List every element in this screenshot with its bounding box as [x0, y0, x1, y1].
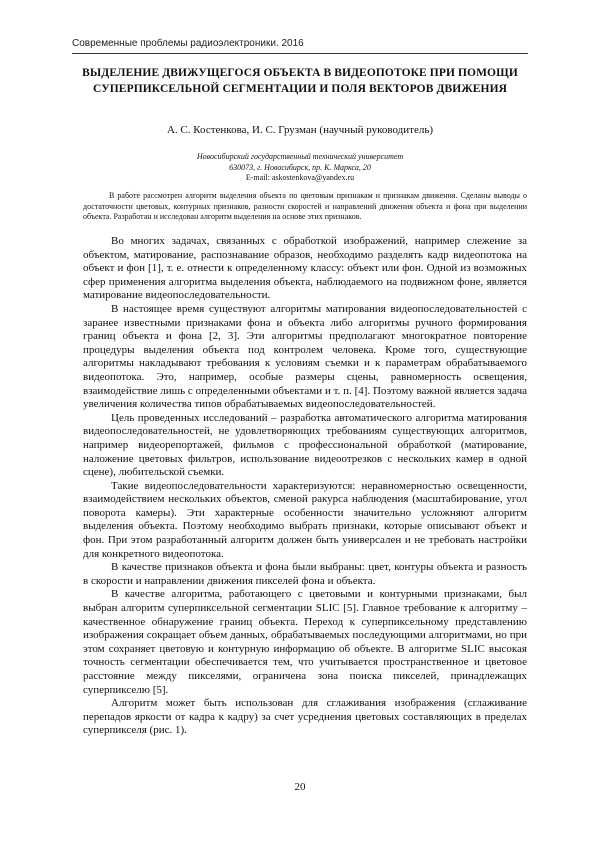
page-number: 20 — [294, 781, 306, 793]
paper-title — [72, 65, 528, 97]
affiliation — [72, 152, 528, 184]
affiliation-address: 630073, г. Новосибирск, пр. К. Маркса, 20 — [229, 162, 371, 172]
running-head: Современные проблемы радиоэлектроники. 2016 — [72, 38, 304, 49]
title-line: ВЫДЕЛЕНИЕ ДВИЖУЩЕГОСЯ ОБЪЕКТА В ВИДЕОПОТОКЕ ПРИ ПОМОЩИ — [82, 67, 518, 79]
affiliation-university: Новосибирский государственный технический университет — [196, 152, 404, 161]
paragraph: Во многих задачах, связанных с обработкой изображений, например слежение за объектом, матирование, распознавание образов, необходимо разделять кадр видеопотока на объект и фон [1], т. е. отнести к определенному классу: объект или фон. Одной из возможных сфер применения алгоритма выделения объекта, наблюдаемого на подвижном фоне, является матирование видеопоследовательности. — [83, 235, 527, 302]
title-line: СУПЕРПИКСЕЛЬНОЙ СЕГМЕНТАЦИИ И ПОЛЯ ВЕКТОРОВ ДВИЖЕНИЯ — [92, 83, 508, 95]
header-divider — [72, 53, 528, 54]
paragraph: Цель проведенных исследований – разработка автоматического алгоритма матирования видеопоследовательностей, не удовлетворяющих требованиям существующих алгоритмов, например видеорепортажей, фильмов с профессиональной обработкой (матирование, наложение цветовых фильтров, использование видеоотрезков с нескольких камер в одной сцене), любительской съемки. — [83, 411, 527, 479]
paragraph: В настоящее время существуют алгоритмы матирования видеопоследовательностей с заранее известными признаками фона и объекта либо алгоритмы ручного формирования границ объекта и фона [2, 3]. Эти алгоритмы предполагают многократное повторение процедуры выделения объекта под контролем человека. Кроме того, существующие алгоритмы накладывают требования к условиям съемки и к параметрам обрабатываемого видеопотока. Это, например, особые размеры сцены, равномерность освещения, взаимодействие лишь с определенными объектами и т. п. [4]. Поэтому важной является задача увеличения количества типов обрабатываемых видеопоследовательностей. — [83, 302, 527, 411]
body-text — [83, 235, 527, 738]
paragraph: Такие видеопоследовательности характеризуются: неравномерностью освещенности, взаимодействием нескольких объектов, сменой ракурса наблюдения (масштабирование, угол поворота камеры). Эти характерные особенности значительно усложняют алгоритм выделения объекта. Поэтому необходимо выбрать признаки, которые описывают объект и фон. При этом разработанный алгоритм должен быть универсален и не требовать настройки для конкретного видеопотока. — [83, 479, 527, 560]
affiliation-email: E-mail: askostenkova@yandex.ru — [245, 173, 355, 182]
paragraph: В качестве признаков объекта и фона были выбраны: цвет, контуры объекта и разность в скорости и направлении движения пикселей фона и объекта. — [83, 561, 527, 587]
paragraph: Алгоритм может быть использован для сглаживания изображения (сглаживание перепадов яркости от кадра к кадру) за счет усреднения цветовых составляющих в пределах суперпикселя (рис. 1). — [83, 697, 527, 737]
paragraph: В качестве алгоритма, работающего с цветовыми и контурными признаками, был выбран алгоритм суперпиксельной сегментации SLIC [5]. Главное требование к алгоритму – качественное обнаружение границ объекта. Переход к суперпиксельному представлению изображения сокращает объем данных, обрабатываемых последующими алгоритмами, но при этом сохраняет цветовую и контурную информацию об объекте. В алгоритме SLIC высокая точность сегментации обеспечивается тем, что учитывается пространственное и цветовое расстояние между пикселями, ограничена зона поиска пикселей, принадлежащих суперпикселю [5]. — [83, 588, 527, 696]
authors: А. С. Костенкова, И. С. Грузман (научный руководитель) — [166, 124, 434, 136]
abstract: В работе рассмотрен алгоритм выделения объекта по цветовым признакам и признакам движения. Сделаны выводы о достаточности цветовых, контурных признаков, разности скоростей и направлений движения объекта и фона при выделении объекта. Разработан и исследован алгоритм выделения на основе этих признаков. — [83, 191, 527, 221]
